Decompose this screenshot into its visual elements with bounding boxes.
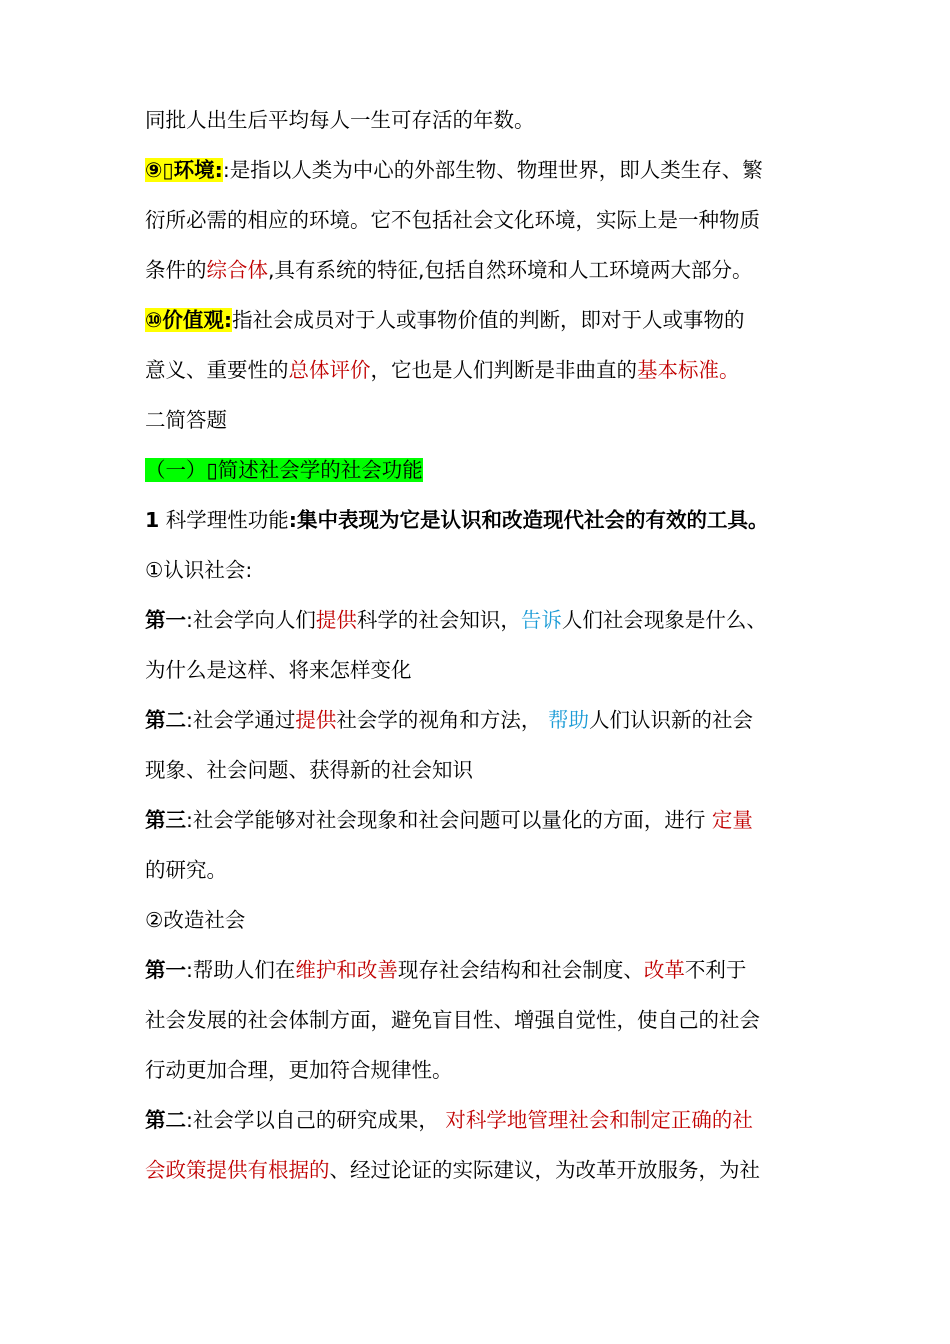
keyword-red: 综合体	[206, 258, 268, 282]
keyword-red: 会政策提供有根据的	[145, 1158, 330, 1182]
line-text: :社会学能够对社会现象和社会问题可以量化的方面，进行	[186, 808, 712, 832]
text-line	[145, 352, 815, 388]
line-text: :社会学通过	[186, 708, 296, 732]
text-line	[145, 252, 815, 288]
line-text: 科学的社会知识，	[356, 608, 521, 632]
text-line	[145, 602, 815, 638]
point-label: 第二	[145, 708, 186, 732]
line-text: 条件的	[145, 258, 207, 282]
line-text: 不利于	[684, 958, 747, 982]
point-label: 第一	[145, 958, 186, 982]
point-label: 第二	[145, 1108, 186, 1132]
sub-heading	[145, 902, 815, 938]
line-text: 行动更加合理，更加符合规律性。	[145, 1058, 453, 1082]
text-line	[145, 202, 815, 238]
line-text: :帮助人们在	[186, 958, 296, 982]
line-text: 、经过论证的实际建议，为改革开放服务，为社	[329, 1158, 760, 1182]
line-text: ，它也是人们判断是非曲直的	[370, 358, 637, 382]
line-text: 为什么是这样、将来怎样变化	[145, 658, 412, 682]
line-text: 现存社会结构和社会制度、	[397, 958, 644, 982]
definition-environment	[145, 152, 815, 188]
definition-text: :是指以人类为中心的外部生物、物理世界，即人类生存、繁	[222, 158, 763, 182]
keyword-red: 提供	[315, 608, 357, 632]
definition-text: 指社会成员对于人或事物价值的判断，即对于人或事物的	[232, 308, 745, 332]
keyword-red: 基本标准。	[637, 358, 740, 382]
text-line	[145, 502, 815, 538]
sub-heading	[145, 552, 815, 588]
term-values-highlight: ⑩价值观:	[145, 308, 233, 332]
text-line	[145, 1052, 815, 1088]
term-colon: :	[214, 158, 223, 182]
keyword-red: 定量	[711, 808, 753, 832]
keyword-red: 提供	[295, 708, 337, 732]
question-highlight: （一）▯简述社会学的社会功能	[145, 458, 423, 482]
keyword-red: 改革	[643, 958, 685, 982]
keyword-red: 对科学地管理社会和制定正确的社	[438, 1108, 753, 1132]
heading-text: 二简答题	[145, 408, 227, 432]
definition-values	[145, 302, 815, 338]
text-line	[145, 802, 815, 838]
line-text: 社会学的视角和方法，	[336, 708, 548, 732]
text-line	[145, 652, 815, 688]
line-text: 意义、重要性的	[145, 358, 289, 382]
section-heading	[145, 402, 815, 438]
item-text: :集中表现为它是认识和改造现代社会的有效的工具。	[288, 508, 769, 532]
keyword-red: 维护和改善	[295, 958, 398, 982]
line-text: 人们社会现象是什么、	[561, 608, 767, 632]
line-text: 同批人出生后平均每人一生可存活的年数。	[145, 108, 535, 132]
keyword-blue: 告诉	[520, 608, 562, 632]
text-line	[145, 852, 815, 888]
keyword-red: 总体评价	[288, 358, 371, 382]
text-line	[145, 752, 815, 788]
sub-heading-text: ①认识社会:	[145, 558, 253, 582]
text-line	[145, 702, 815, 738]
line-text: 人们认识新的社会	[588, 708, 753, 732]
text-line	[145, 1102, 815, 1138]
text-line	[145, 952, 815, 988]
point-label: 第一	[145, 608, 186, 632]
question-heading	[145, 452, 815, 488]
text-line	[145, 1002, 815, 1038]
text-line	[145, 1152, 815, 1188]
term-environment-highlight: ⑨▯环境	[145, 158, 215, 182]
sub-heading-text: ②改造社会	[145, 908, 246, 932]
line-text: 现象、社会问题、获得新的社会知识	[145, 758, 473, 782]
item-title: 科学理性功能	[159, 508, 289, 532]
line-text: ,具有系统的特征,包括自然环境和人工环境两大部分。	[268, 258, 753, 282]
line-text: 社会发展的社会体制方面，避免盲目性、增强自觉性，使自己的社会	[145, 1008, 760, 1032]
line-text: 衍所必需的相应的环境。它不包括社会文化环境，实际上是一种物质	[145, 208, 760, 232]
item-number: 1	[145, 508, 160, 532]
line-text: :社会学向人们	[186, 608, 316, 632]
keyword-blue: 帮助	[547, 708, 589, 732]
line-text: 的研究。	[145, 858, 227, 882]
text-line	[145, 102, 815, 138]
point-label: 第三	[145, 808, 186, 832]
line-text: :社会学以自己的研究成果，	[186, 1108, 439, 1132]
